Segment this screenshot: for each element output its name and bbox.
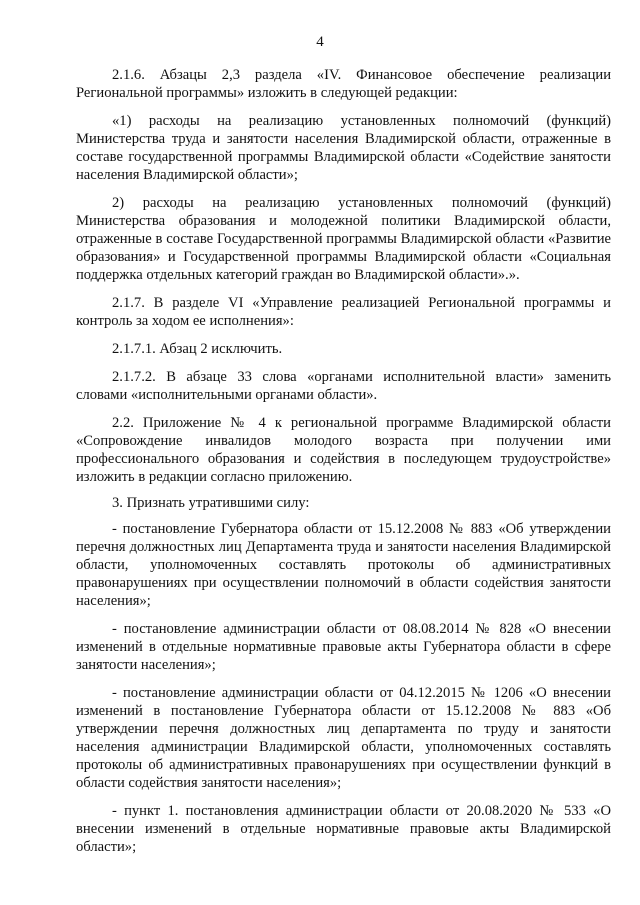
paragraph-2-1-7: 2.1.7. В разделе VI «Управление реализацией Региональной программы и контроль за ходом ее исполнения»:: [76, 295, 611, 329]
page-number: 4: [316, 34, 324, 50]
paragraph-2-2: 2.2. Приложение № 4 к региональной программе Владимирской области «Сопровождение инвалидов молодого возраста при получении ими профессионального образования и содействия в последующем трудоустройстве» изложить в редакции согласно приложению.: [76, 415, 611, 485]
paragraph-2-1-6: 2.1.6. Абзацы 2,3 раздела «IV. Финансовое обеспечение реализации Региональной программы» изложить в следующей редакции:: [76, 67, 611, 101]
repealed-item-3: - постановление администрации области от 04.12.2015 № 1206 «О внесении изменений в постановление Губернатора области от 15.12.2008 № 883 «Об утверждении перечня должностных лиц департамента по труду и занятости населения администрации Владимирской области, уполномоченных составлять протоколы об административных правонарушениях при осуществлении функций в области содействия занятости населения»;: [76, 685, 611, 791]
paragraph-item-1: «1) расходы на реализацию установленных полномочий (функций) Министерства труда и занятости населения Владимирской области, отраженные в составе государственной программы Владимирской области «Содействие занятости населения Владимирской области»;: [76, 113, 611, 183]
paragraph-3: 3. Признать утратившими силу:: [112, 495, 310, 511]
paragraph-2-1-7-2: 2.1.7.2. В абзаце 33 слова «органами исполнительной власти» заменить словами «исполнительными органами области».: [76, 369, 611, 403]
paragraph-2-1-7-1: 2.1.7.1. Абзац 2 исключить.: [112, 341, 283, 357]
repealed-item-2: - постановление администрации области от 08.08.2014 № 828 «О внесении изменений в отдельные нормативные правовые акты Губернатора области в сфере занятости населения»;: [76, 621, 611, 673]
repealed-item-1: - постановление Губернатора области от 15.12.2008 № 883 «Об утверждении перечня должностных лиц Департамента труда и занятости населения Владимирской области, уполномоченных составлять протоколы об административных правонарушениях при осуществлении полномочий в области содействия занятости населения»;: [76, 521, 611, 609]
document-body: [76, 66, 611, 856]
paragraph-item-2: 2) расходы на реализацию установленных полномочий (функций) Министерства образования и молодежной политики Владимирской области, отраженные в составе Государственной программы Владимирской области «Развитие образования» и Государственной программы Владимирской области «Социальная поддержка отдельных категорий граждан во Владимирской области».».: [76, 195, 611, 283]
repealed-item-4: - пункт 1. постановления администрации области от 20.08.2020 № 533 «О внесении изменений в отдельные нормативные правовые акты Владимирской области»;: [76, 803, 611, 855]
